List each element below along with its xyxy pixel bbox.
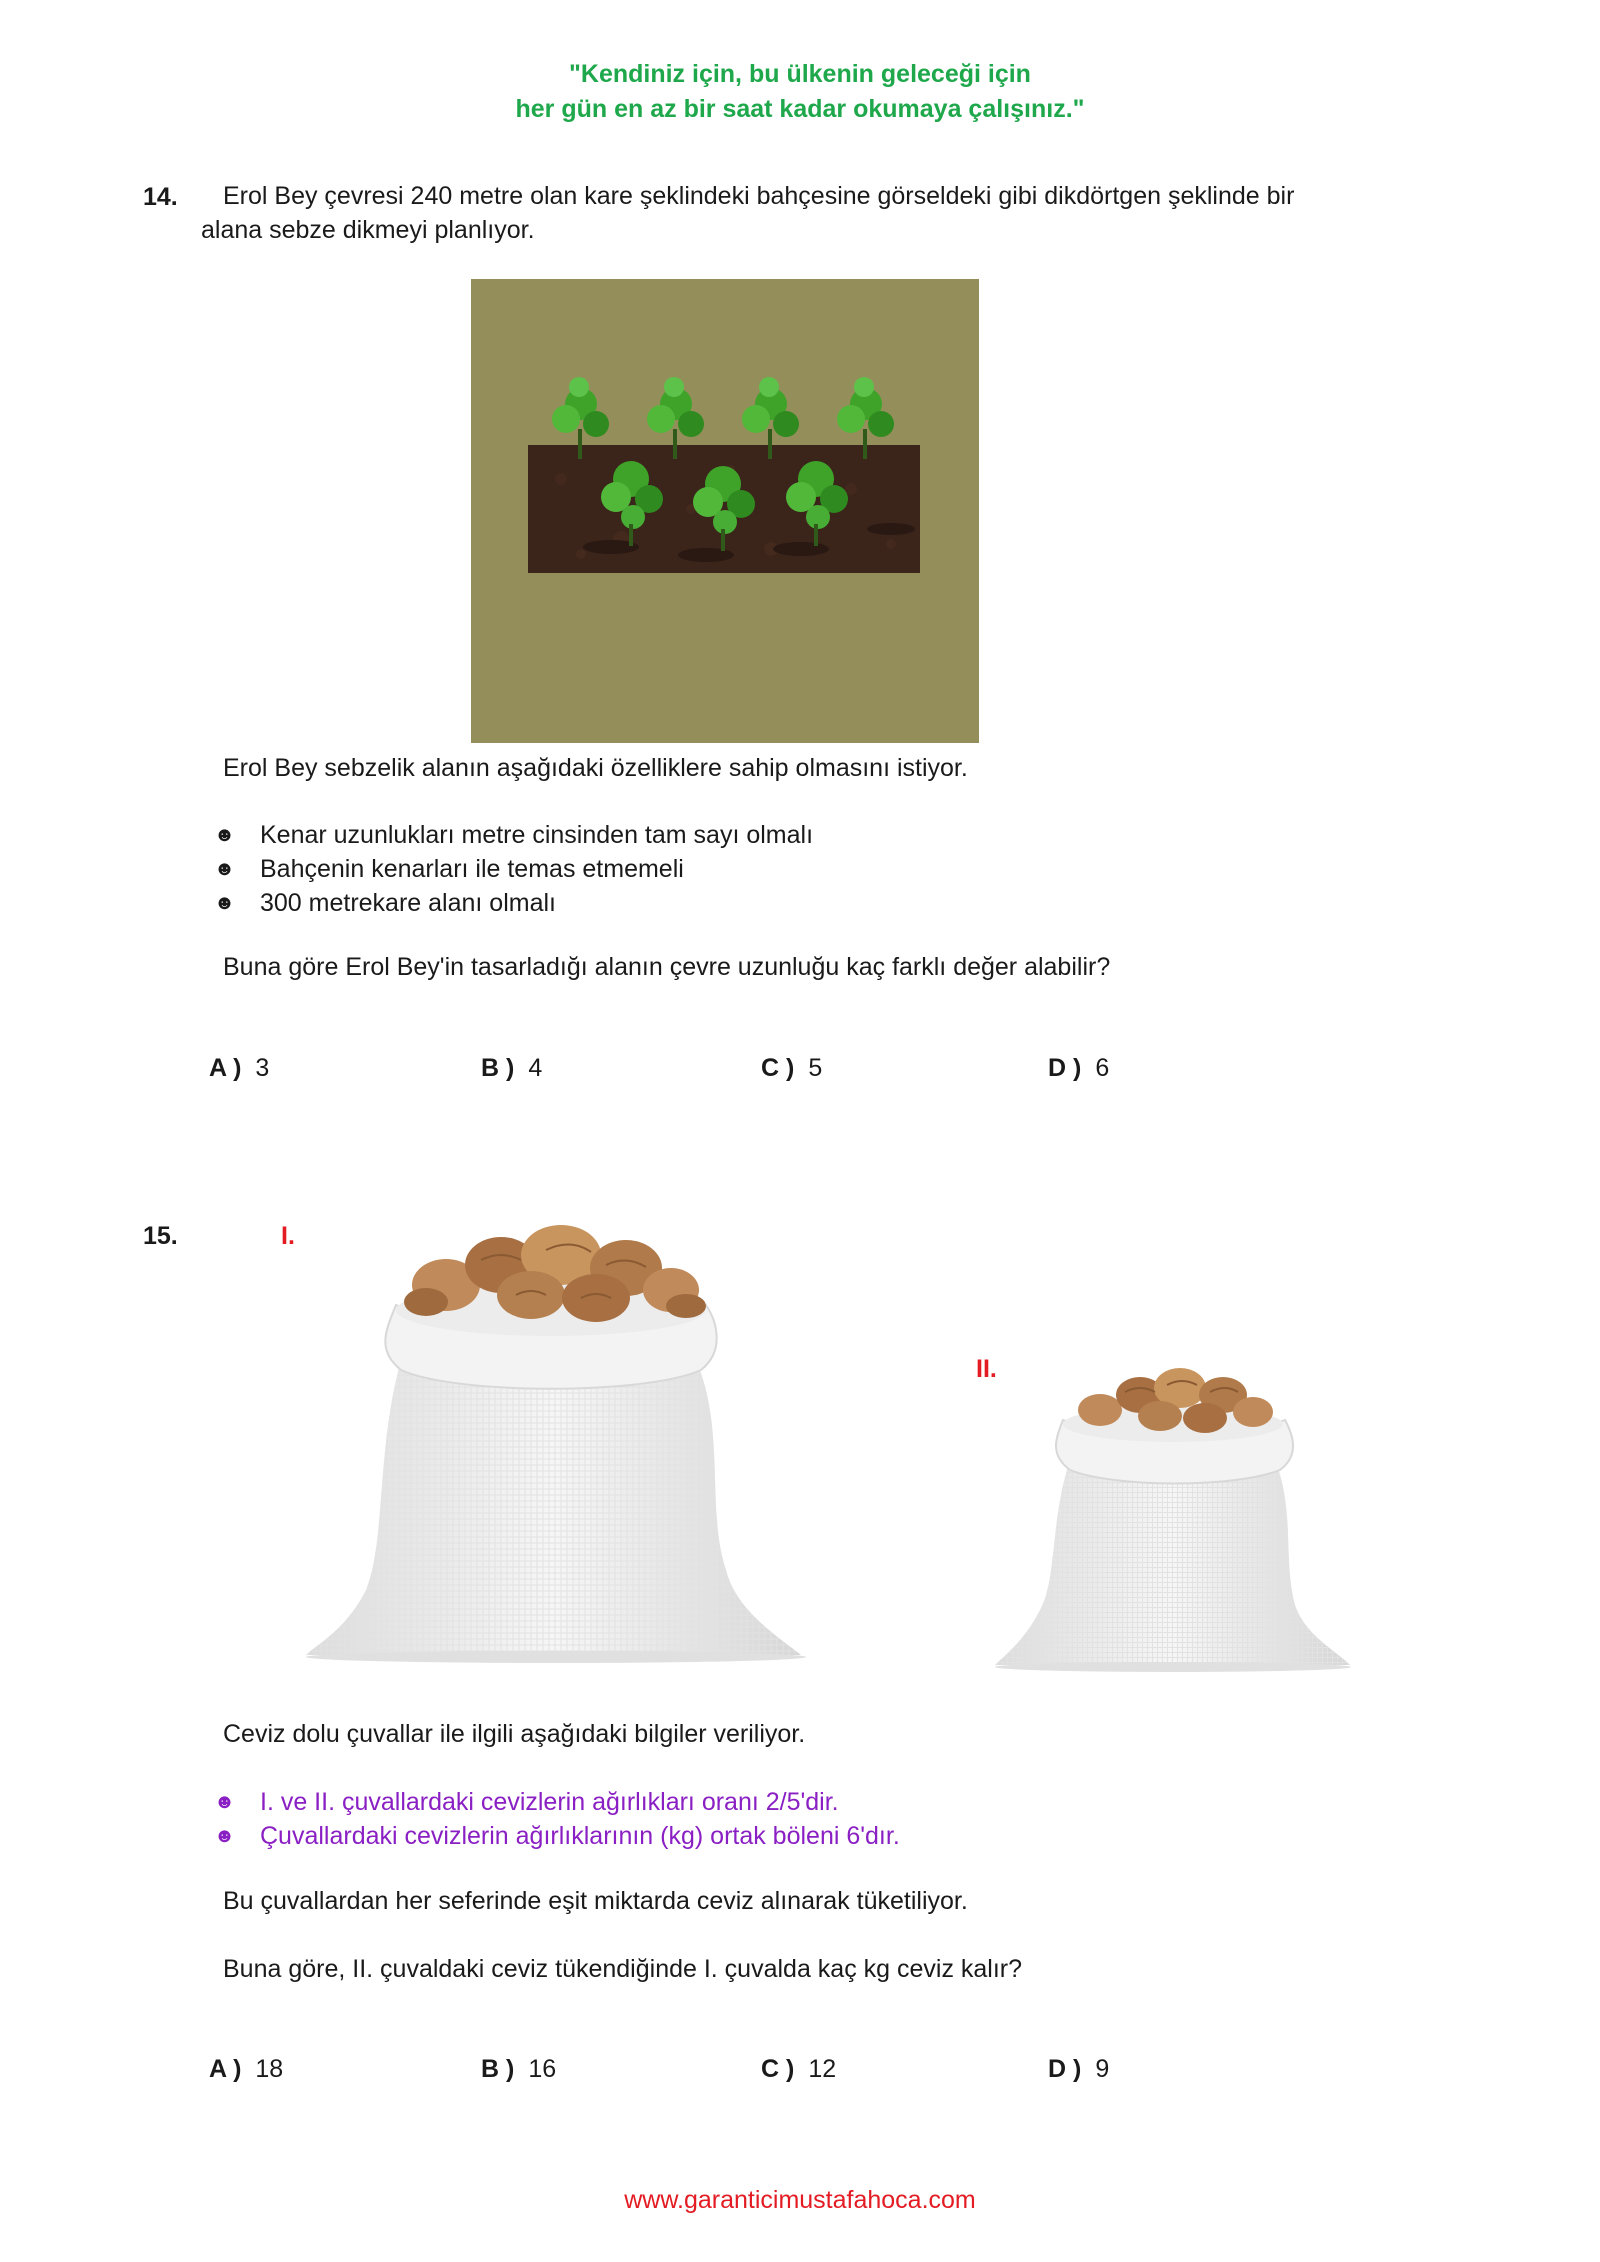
- question-14-number: 14.: [143, 183, 178, 211]
- walnut-sack-large-image: [306, 1210, 806, 1670]
- option-letter: C ): [761, 2055, 795, 2083]
- option-letter: D ): [1048, 2055, 1082, 2083]
- question-14-prompt: Buna göre Erol Bey'in tasarladığı alanın çevre uzunluğu kaç farklı değer alabilir?: [223, 953, 1111, 981]
- option-letter: A ): [209, 2055, 242, 2083]
- option-letter: D ): [1048, 1054, 1082, 1082]
- walnut-sack-large: [306, 1210, 806, 1670]
- smiley-bullet-icon: ☻: [214, 858, 236, 880]
- option-letter: C ): [761, 1054, 795, 1082]
- option-value: 3: [255, 1054, 270, 1082]
- criteria-text: Kenar uzunlukları metre cinsinden tam sayı olmalı: [260, 821, 814, 849]
- garden-illustration: [471, 279, 979, 743]
- fact-text: Çuvallardaki cevizlerin ağırlıklarının (kg) ortak böleni 6'dır.: [260, 1822, 900, 1850]
- option-value: 5: [808, 1054, 823, 1082]
- question-15-number: 15.: [143, 1222, 178, 1250]
- question-15-prompt: Buna göre, II. çuvaldaki ceviz tükendiğinde I. çuvalda kaç kg ceviz kalır?: [223, 1955, 1023, 1983]
- q14-option-b[interactable]: [481, 1054, 542, 1083]
- option-value: 12: [808, 2055, 837, 2083]
- q15-option-c[interactable]: [761, 2055, 836, 2084]
- question-15-intro: Ceviz dolu çuvallar ile ilgili aşağıdaki bilgiler veriliyor.: [223, 1720, 806, 1748]
- walnuts-pile-large: [404, 1225, 706, 1322]
- footer-website-link[interactable]: www.garanticimustafahoca.com: [624, 2186, 976, 2214]
- q14-option-d[interactable]: [1048, 1054, 1109, 1083]
- smiley-bullet-icon: ☻: [214, 824, 236, 846]
- option-value: 6: [1095, 1054, 1110, 1082]
- option-letter: A ): [209, 1054, 242, 1082]
- criteria-text: 300 metrekare alanı olmalı: [260, 889, 556, 917]
- garden-image: [471, 279, 979, 743]
- q14-option-a[interactable]: [209, 1054, 269, 1083]
- option-letter: B ): [481, 1054, 515, 1082]
- question-14-criteria: [214, 818, 813, 920]
- motto-line-2: her gün en az bir saat kadar okumaya çalışınız.": [515, 95, 1085, 123]
- criteria-item: [214, 852, 813, 886]
- smiley-bullet-icon: ☻: [214, 892, 236, 914]
- q15-option-b[interactable]: [481, 2055, 556, 2084]
- fact-item: [214, 1785, 900, 1819]
- q15-option-a[interactable]: [209, 2055, 283, 2084]
- option-value: 4: [528, 1054, 543, 1082]
- motto-line-1: "Kendiniz için, bu ülkenin geleceği için: [569, 60, 1031, 88]
- option-value: 16: [528, 2055, 557, 2083]
- criteria-text: Bahçenin kenarları ile temas etmemeli: [260, 855, 684, 883]
- criteria-item: [214, 818, 813, 852]
- fact-text: I. ve II. çuvallardaki cevizlerin ağırlıkları oranı 2/5'dir.: [260, 1788, 839, 1816]
- question-14-intro: Erol Bey sebzelik alanın aşağıdaki özelliklere sahip olmasını istiyor.: [223, 754, 968, 782]
- option-value: 18: [255, 2055, 284, 2083]
- walnut-sack-small: [995, 1350, 1355, 1680]
- sack-1-label: I.: [281, 1222, 295, 1250]
- question-14-text-line-2: alana sebze dikmeyi planlıyor.: [201, 216, 535, 244]
- option-letter: B ): [481, 2055, 515, 2083]
- q15-option-d[interactable]: [1048, 2055, 1109, 2084]
- criteria-item: [214, 886, 813, 920]
- smiley-bullet-icon: ☻: [214, 1791, 236, 1813]
- walnuts-pile-small: [1078, 1368, 1273, 1433]
- fact-item: [214, 1819, 900, 1853]
- question-15-info: Bu çuvallardan her seferinde eşit miktarda ceviz alınarak tüketiliyor.: [223, 1887, 968, 1915]
- question-14-text-line-1: Erol Bey çevresi 240 metre olan kare şeklindeki bahçesine görseldeki gibi dikdörtgen şeklinde bir: [223, 182, 1295, 210]
- sack-2-label: II.: [976, 1355, 997, 1383]
- question-15-facts: [214, 1785, 900, 1853]
- q14-option-c[interactable]: [761, 1054, 822, 1083]
- walnut-sack-small-image: [995, 1350, 1355, 1680]
- smiley-bullet-icon: ☻: [214, 1825, 236, 1847]
- option-value: 9: [1095, 2055, 1110, 2083]
